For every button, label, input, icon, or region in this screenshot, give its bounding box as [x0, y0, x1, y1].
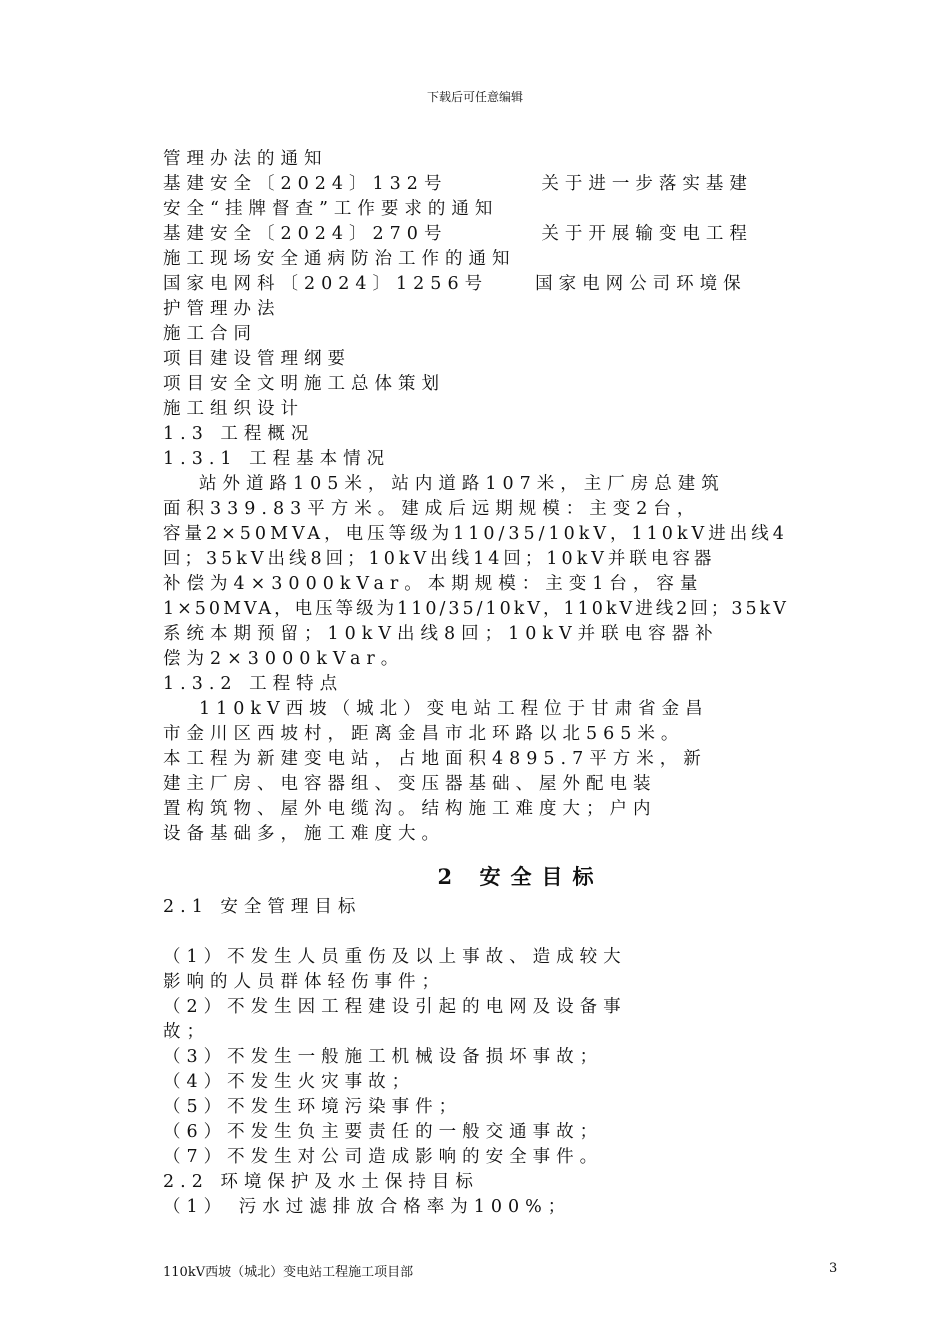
text-line: 项目建设管理纲要 — [163, 349, 351, 369]
paragraph-line: 设备基础多，施工难度大。 — [163, 824, 445, 844]
list-item: （2）不发生因工程建设引起的电网及设备事 — [163, 997, 627, 1017]
paragraph-line: 面积339.83平方米。建成后远期规模：主变2台， — [163, 499, 701, 519]
paragraph-line: 置构筑物、屋外电缆沟。结构施工难度大；户内 — [163, 799, 657, 819]
list-item: （4）不发生火灾事故； — [163, 1072, 416, 1092]
text-line: 施工组织设计 — [163, 399, 304, 419]
paragraph-line: 110kV西坡（城北）变电站工程位于甘肃省金昌 — [199, 699, 709, 719]
list-item: （3）不发生一般施工机械设备损坏事故； — [163, 1047, 604, 1067]
section-heading-2-2: 2.2 环境保护及水土保持目标 — [163, 1172, 479, 1192]
paragraph-line: 站外道路105米，站内道路107米，主厂房总建筑 — [199, 474, 725, 494]
paragraph-line: 1×50MVA，电压等级为110/35/10kV，110kV进线2回；35kV — [163, 599, 789, 619]
list-item: （7）不发生对公司造成影响的安全事件。 — [163, 1147, 604, 1167]
text-line: 安全“挂牌督查”工作要求的通知 — [163, 199, 499, 219]
paragraph-line: 系统本期预留；10kV出线8回；10kV并联电容器补 — [163, 624, 719, 644]
paragraph-line: 市金川区西坡村，距离金昌市北环路以北565米。 — [163, 724, 685, 744]
text-line: 施工现场安全通病防治工作的通知 — [163, 249, 516, 269]
page-number: 3 — [829, 1261, 838, 1276]
paragraph-line: 容量2×50MVA，电压等级为110/35/10kV，110kV进出线4 — [163, 524, 788, 544]
spacer — [163, 920, 878, 945]
chapter-heading: 2 安全目标 — [437, 864, 604, 889]
footer-project-name: 110kV西坡（城北）变电站工程施工项目部 — [163, 1265, 414, 1280]
paragraph-line: 偿为2×3000kVar。 — [163, 649, 405, 669]
section-heading-1-3-2: 1.3.2 工程特点 — [163, 674, 344, 694]
list-item: 故； — [163, 1022, 210, 1042]
text-line: 护管理办法 — [163, 299, 281, 319]
list-item: （1）不发生人员重伤及以上事故、造成较大 — [163, 947, 627, 967]
paragraph-line: 回；35kV出线8回；10kV出线14回；10kV并联电容器 — [163, 549, 716, 569]
text-line: 基建安全〔2024〕270号 关于开展输变电工程 — [163, 224, 753, 244]
list-item: （6）不发生负主要责任的一般交通事故； — [163, 1122, 604, 1142]
list-item: （5）不发生环境污染事件； — [163, 1097, 463, 1117]
paragraph-line: 本工程为新建变电站，占地面积4895.7平方米，新 — [163, 749, 707, 769]
text-line: 管理办法的通知 — [163, 149, 328, 169]
section-heading-2-1: 2.1 安全管理目标 — [163, 897, 362, 917]
section-heading-1-3-1: 1.3.1 工程基本情况 — [163, 449, 391, 469]
text-line: 施工合同 — [163, 324, 257, 344]
page-header: 下载后可任意编辑 — [426, 90, 523, 104]
paragraph-line: 补偿为4×3000kVar。本期规模：主变1台，容量 — [163, 574, 704, 594]
text-line: 国家电网科〔2024〕1256号 国家电网公司环境保 — [163, 274, 747, 294]
text-line: 基建安全〔2024〕132号 关于进一步落实基建 — [163, 174, 753, 194]
document-body — [163, 147, 878, 1220]
section-heading-1-3: 1.3 工程概况 — [163, 424, 315, 444]
text-line: 项目安全文明施工总体策划 — [163, 374, 445, 394]
list-item: （1） 污水过滤排放合格率为100%； — [163, 1197, 572, 1217]
paragraph-line: 建主厂房、电容器组、变压器基础、屋外配电装 — [163, 774, 657, 794]
list-item: 影响的人员群体轻伤事件； — [163, 972, 445, 992]
